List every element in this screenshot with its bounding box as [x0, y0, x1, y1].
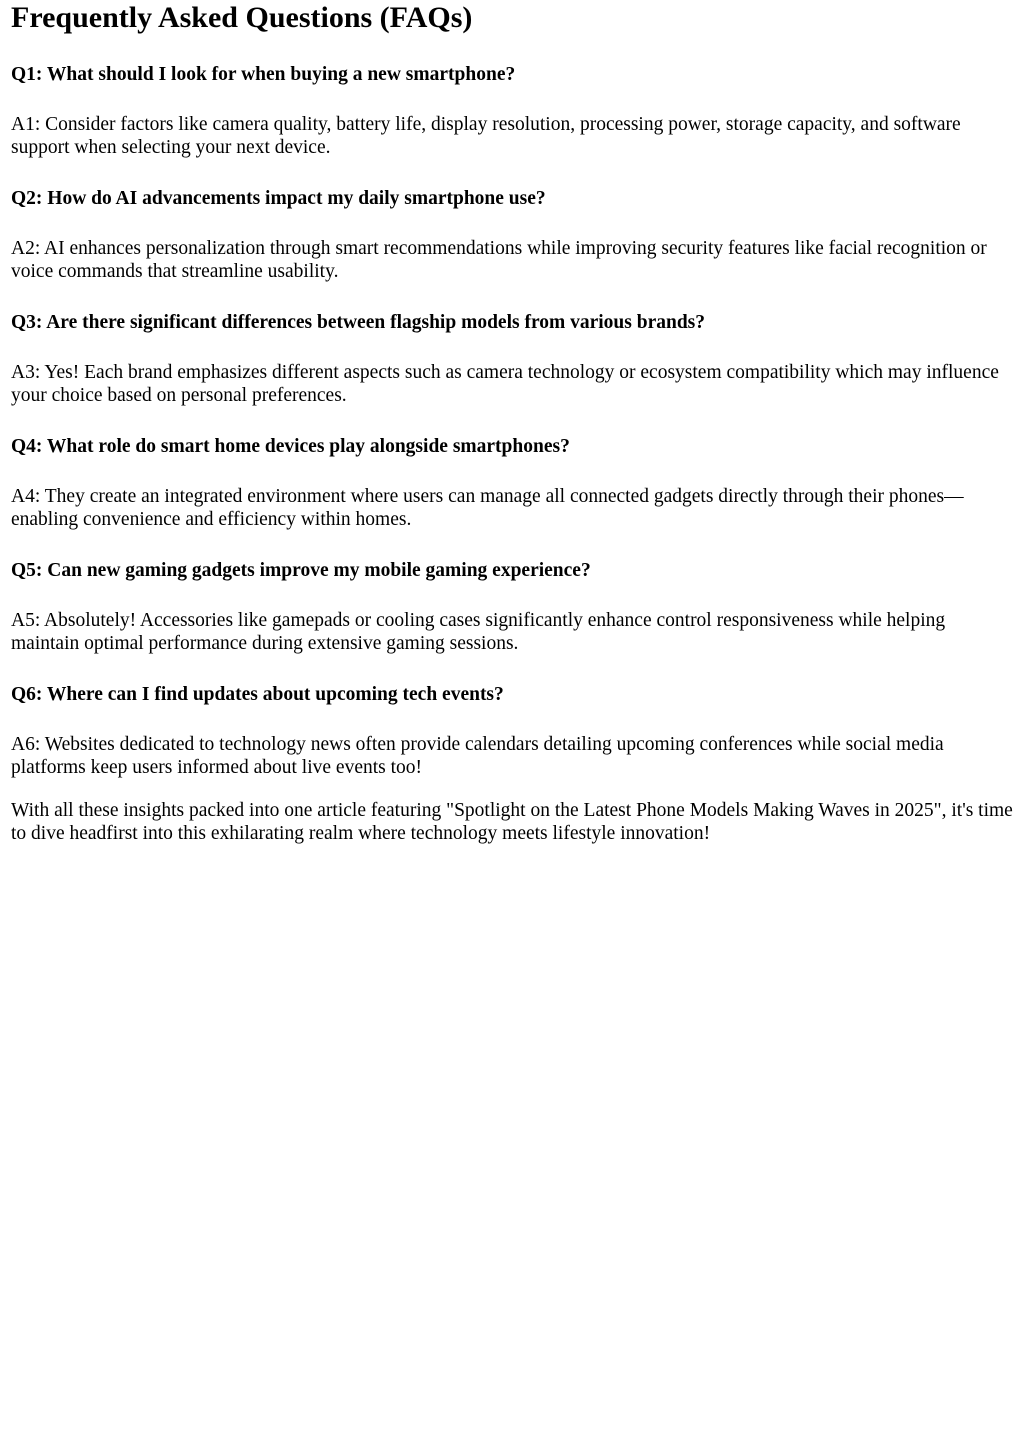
faq-question-3: Q3: Are there significant differences between flagship models from various brands?: [11, 312, 706, 333]
faq-answer-2: A2: AI enhances personalization through smart recommendations while improving security features like facial recognition or voice commands that streamline usability.: [11, 238, 987, 282]
faq-item-6: [11, 683, 1013, 779]
faq-item-4: [11, 435, 1013, 531]
faq-item-2: [11, 187, 1013, 283]
faq-answer-4: A4: They create an integrated environment where users can manage all connected gadgets directly through their phones—enabling convenience and efficiency within homes.: [11, 486, 964, 530]
page-title: Frequently Asked Questions (FAQs): [11, 1, 473, 34]
faq-page: [0, 1, 1024, 845]
faq-question-6: Q6: Where can I find updates about upcoming tech events?: [11, 684, 504, 705]
closing-paragraph: With all these insights packed into one article featuring "Spotlight on the Latest Phone Models Making Waves in 2025", it's time to dive headfirst into this exhilarating realm where technology meets lifestyle innovation!: [11, 800, 1013, 844]
faq-question-4: Q4: What role do smart home devices play alongside smartphones?: [11, 436, 570, 457]
faq-item-3: [11, 311, 1013, 407]
faq-question-5: Q5: Can new gaming gadgets improve my mobile gaming experience?: [11, 560, 591, 581]
faq-answer-5: A5: Absolutely! Accessories like gamepads or cooling cases significantly enhance control responsiveness while helping maintain optimal performance during extensive gaming sessions.: [11, 610, 946, 654]
faq-answer-3: A3: Yes! Each brand emphasizes different aspects such as camera technology or ecosystem compatibility which may influence your choice based on personal preferences.: [11, 362, 999, 406]
faq-answer-6: A6: Websites dedicated to technology news often provide calendars detailing upcoming conferences while social media platforms keep users informed about live events too!: [11, 734, 944, 778]
faq-item-5: [11, 559, 1013, 655]
faq-answer-1: A1: Consider factors like camera quality, battery life, display resolution, processing power, storage capacity, and software support when selecting your next device.: [11, 114, 961, 158]
faq-item-1: [11, 63, 1013, 159]
faq-question-2: Q2: How do AI advancements impact my daily smartphone use?: [11, 188, 546, 209]
faq-question-1: Q1: What should I look for when buying a new smartphone?: [11, 64, 516, 85]
